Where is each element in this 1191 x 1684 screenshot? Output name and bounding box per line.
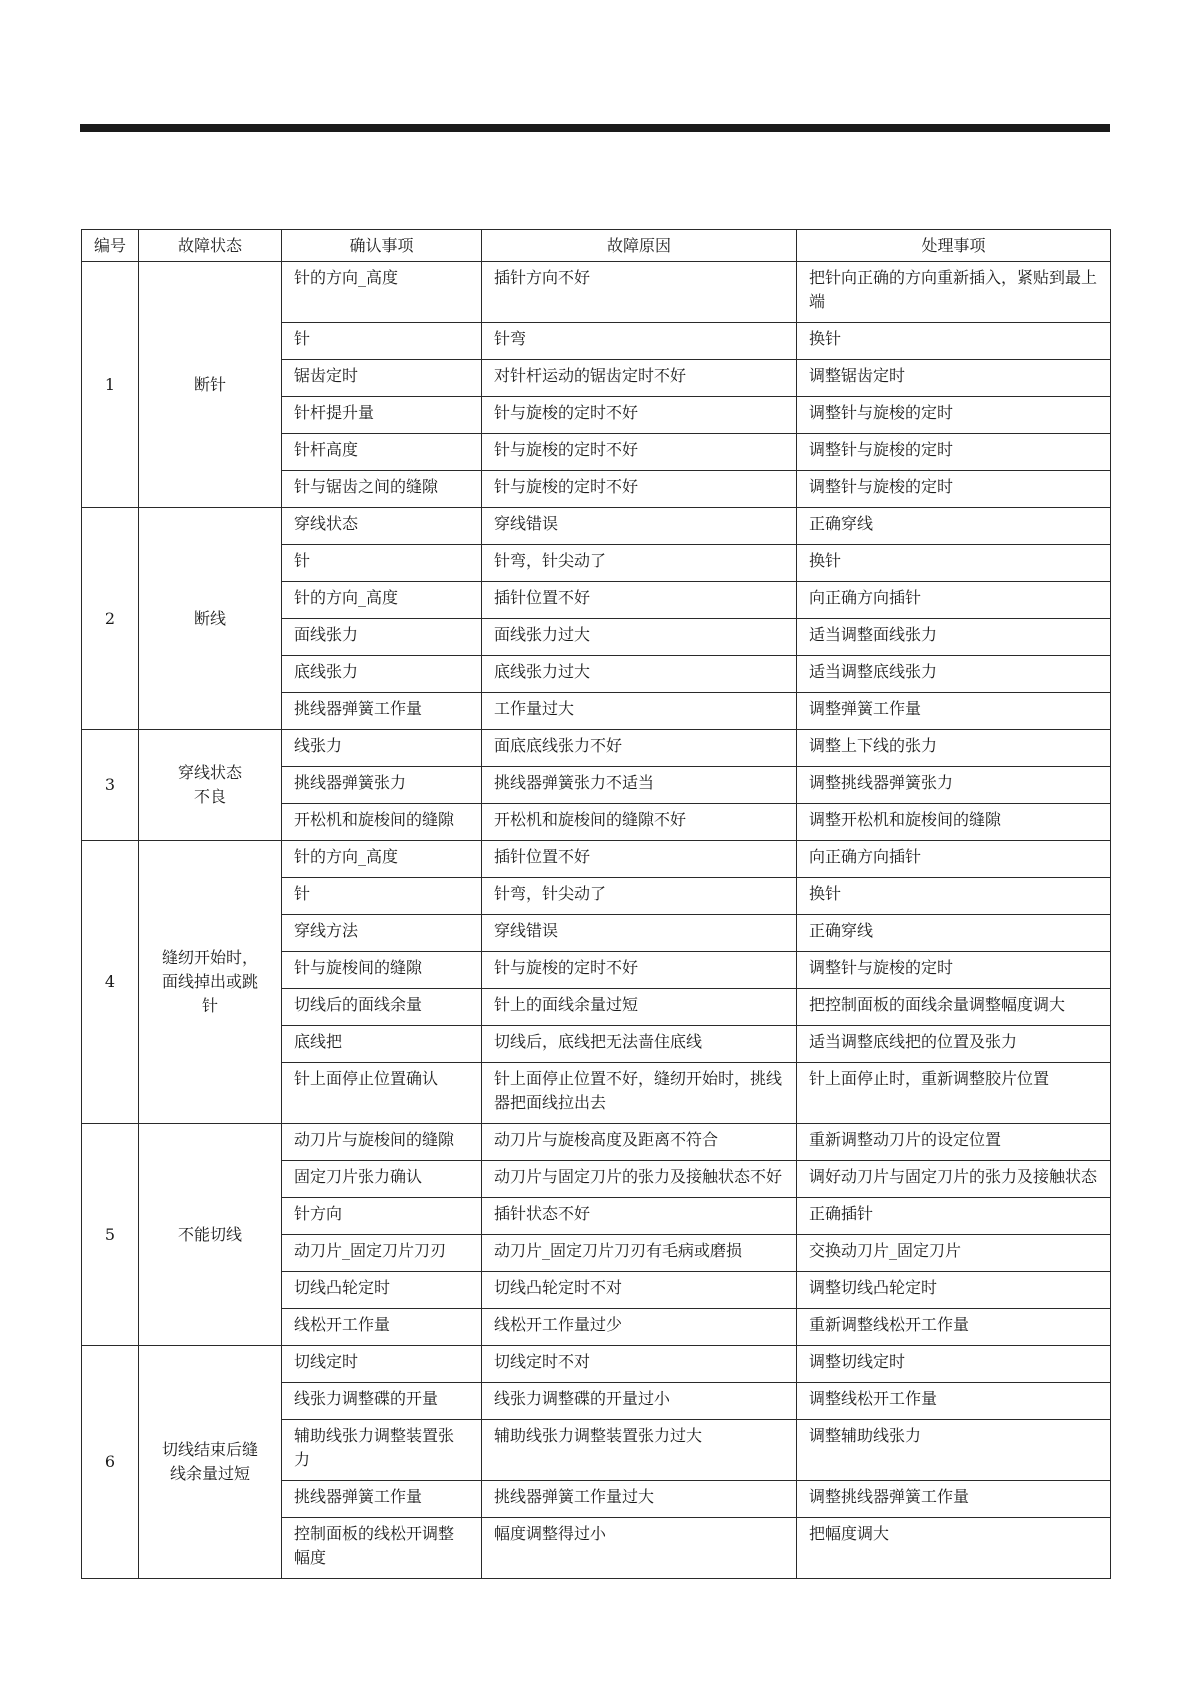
fault-cause: 辅助线张力调整装置张力过大 xyxy=(482,1420,797,1481)
check-item: 穿线状态 xyxy=(282,508,482,545)
check-item: 切线定时 xyxy=(282,1346,482,1383)
action-item: 调整上下线的张力 xyxy=(797,730,1111,767)
check-item: 针方向 xyxy=(282,1198,482,1235)
check-item: 挑线器弹簧张力 xyxy=(282,767,482,804)
check-item: 辅助线张力调整装置张力 xyxy=(282,1420,482,1481)
action-item: 交换动刀片_固定刀片 xyxy=(797,1235,1111,1272)
fault-cause: 穿线错误 xyxy=(482,915,797,952)
check-item: 针的方向_高度 xyxy=(282,841,482,878)
table-row xyxy=(82,1124,1111,1161)
action-item: 向正确方向插针 xyxy=(797,582,1111,619)
action-item: 调整针与旋梭的定时 xyxy=(797,952,1111,989)
fault-state: 断线 xyxy=(193,608,226,628)
fault-cause: 线张力调整碟的开量过小 xyxy=(482,1383,797,1420)
fault-cause: 挑线器弹簧工作量过大 xyxy=(482,1481,797,1518)
action-item: 正确穿线 xyxy=(797,508,1111,545)
fault-cause: 穿线错误 xyxy=(482,508,797,545)
check-item: 穿线方法 xyxy=(282,915,482,952)
fault-cause: 开松机和旋梭间的缝隙不好 xyxy=(482,804,797,841)
header-fault: 故障状态 xyxy=(139,230,282,262)
check-item: 针 xyxy=(282,545,482,582)
check-item: 面线张力 xyxy=(282,619,482,656)
action-item: 调整锯齿定时 xyxy=(797,360,1111,397)
check-item: 固定刀片张力确认 xyxy=(282,1161,482,1198)
action-item: 向正确方向插针 xyxy=(797,841,1111,878)
header-action: 处理事项 xyxy=(797,230,1111,262)
fault-number: 2 xyxy=(82,508,139,730)
fault-cause: 针弯，针尖动了 xyxy=(482,545,797,582)
header-cause: 故障原因 xyxy=(482,230,797,262)
action-item: 调整线松开工作量 xyxy=(797,1383,1111,1420)
action-item: 换针 xyxy=(797,545,1111,582)
action-item: 针上面停止时，重新调整胶片位置 xyxy=(797,1063,1111,1124)
check-item: 锯齿定时 xyxy=(282,360,482,397)
action-item: 换针 xyxy=(797,323,1111,360)
check-item: 切线后的面线余量 xyxy=(282,989,482,1026)
fault-number: 1 xyxy=(82,262,139,508)
action-item: 调整弹簧工作量 xyxy=(797,693,1111,730)
action-item: 调整挑线器弹簧工作量 xyxy=(797,1481,1111,1518)
fault-cause: 工作量过大 xyxy=(482,693,797,730)
fault-cause: 底线张力过大 xyxy=(482,656,797,693)
fault-cause: 插针位置不好 xyxy=(482,841,797,878)
troubleshooting-table xyxy=(81,229,1111,1579)
fault-cause: 面线张力过大 xyxy=(482,619,797,656)
fault-cause: 插针方向不好 xyxy=(482,262,797,323)
fault-cause: 面底底线张力不好 xyxy=(482,730,797,767)
check-item: 针的方向_高度 xyxy=(282,582,482,619)
fault-cause: 针与旋梭的定时不好 xyxy=(482,397,797,434)
fault-cause: 挑线器弹簧张力不适当 xyxy=(482,767,797,804)
fault-cause: 线松开工作量过少 xyxy=(482,1309,797,1346)
check-item: 针杆提升量 xyxy=(282,397,482,434)
fault-state-cell xyxy=(139,262,282,508)
fault-cause: 动刀片_固定刀片刀刃有毛病或磨损 xyxy=(482,1235,797,1272)
fault-cause: 插针状态不好 xyxy=(482,1198,797,1235)
action-item: 正确穿线 xyxy=(797,915,1111,952)
check-item: 挑线器弹簧工作量 xyxy=(282,1481,482,1518)
action-item: 换针 xyxy=(797,878,1111,915)
fault-number: 5 xyxy=(82,1124,139,1346)
check-item: 针的方向_高度 xyxy=(282,262,482,323)
fault-state-cell xyxy=(139,1124,282,1346)
action-item: 适当调整底线把的位置及张力 xyxy=(797,1026,1111,1063)
check-item: 针与锯齿之间的缝隙 xyxy=(282,471,482,508)
check-item: 挑线器弹簧工作量 xyxy=(282,693,482,730)
check-item: 针 xyxy=(282,323,482,360)
table-row xyxy=(82,1346,1111,1383)
fault-cause: 针与旋梭的定时不好 xyxy=(482,952,797,989)
header-no: 编号 xyxy=(82,230,139,262)
table-row xyxy=(82,262,1111,323)
header-row xyxy=(82,230,1111,262)
action-item: 把幅度调大 xyxy=(797,1518,1111,1579)
action-item: 调整针与旋梭的定时 xyxy=(797,434,1111,471)
fault-state-cell xyxy=(139,1346,282,1579)
check-item: 线张力 xyxy=(282,730,482,767)
table-row xyxy=(82,508,1111,545)
action-item: 正确插针 xyxy=(797,1198,1111,1235)
fault-state-cell xyxy=(139,730,282,841)
action-item: 调整挑线器弹簧张力 xyxy=(797,767,1111,804)
fault-cause: 针与旋梭的定时不好 xyxy=(482,471,797,508)
check-item: 切线凸轮定时 xyxy=(282,1272,482,1309)
fault-cause: 切线凸轮定时不对 xyxy=(482,1272,797,1309)
check-item: 底线把 xyxy=(282,1026,482,1063)
action-item: 调好动刀片与固定刀片的张力及接触状态 xyxy=(797,1161,1111,1198)
fault-cause: 动刀片与旋梭高度及距离不符合 xyxy=(482,1124,797,1161)
fault-cause: 针弯 xyxy=(482,323,797,360)
check-item: 针 xyxy=(282,878,482,915)
check-item: 底线张力 xyxy=(282,656,482,693)
action-item: 重新调整线松开工作量 xyxy=(797,1309,1111,1346)
action-item: 调整辅助线张力 xyxy=(797,1420,1111,1481)
fault-number: 6 xyxy=(82,1346,139,1579)
fault-number: 3 xyxy=(82,730,139,841)
table-row xyxy=(82,841,1111,878)
fault-cause: 切线定时不对 xyxy=(482,1346,797,1383)
fault-cause: 对针杆运动的锯齿定时不好 xyxy=(482,360,797,397)
action-item: 适当调整底线张力 xyxy=(797,656,1111,693)
top-rule xyxy=(80,124,1110,132)
action-item: 适当调整面线张力 xyxy=(797,619,1111,656)
fault-cause: 插针位置不好 xyxy=(482,582,797,619)
fault-state-cell xyxy=(139,508,282,730)
fault-number: 4 xyxy=(82,841,139,1124)
fault-cause: 针上的面线余量过短 xyxy=(482,989,797,1026)
check-item: 线张力调整碟的开量 xyxy=(282,1383,482,1420)
fault-state: 切线结束后缝 线余量过短 xyxy=(161,1440,258,1483)
check-item: 控制面板的线松开调整幅度 xyxy=(282,1518,482,1579)
fault-cause: 针上面停止位置不好，缝纫开始时，挑线器把面线拉出去 xyxy=(482,1063,797,1124)
fault-state: 断针 xyxy=(193,374,226,394)
fault-state: 缝纫开始时， 面线掉出或跳 针 xyxy=(161,948,258,1015)
action-item: 调整切线凸轮定时 xyxy=(797,1272,1111,1309)
action-item: 把控制面板的面线余量调整幅度调大 xyxy=(797,989,1111,1026)
fault-state: 不能切线 xyxy=(177,1224,242,1244)
check-item: 线松开工作量 xyxy=(282,1309,482,1346)
check-item: 针上面停止位置确认 xyxy=(282,1063,482,1124)
action-item: 调整针与旋梭的定时 xyxy=(797,471,1111,508)
check-item: 动刀片与旋梭间的缝隙 xyxy=(282,1124,482,1161)
action-item: 把针向正确的方向重新插入，紧贴到最上端 xyxy=(797,262,1111,323)
check-item: 针与旋梭间的缝隙 xyxy=(282,952,482,989)
action-item: 调整切线定时 xyxy=(797,1346,1111,1383)
fault-cause: 切线后，底线把无法啬住底线 xyxy=(482,1026,797,1063)
header-check: 确认事项 xyxy=(282,230,482,262)
check-item: 开松机和旋梭间的缝隙 xyxy=(282,804,482,841)
action-item: 调整针与旋梭的定时 xyxy=(797,397,1111,434)
table-body xyxy=(82,262,1111,1579)
check-item: 针杆高度 xyxy=(282,434,482,471)
fault-state-cell xyxy=(139,841,282,1124)
fault-state: 穿线状态 不良 xyxy=(177,763,242,806)
action-item: 调整开松机和旋梭间的缝隙 xyxy=(797,804,1111,841)
fault-cause: 针与旋梭的定时不好 xyxy=(482,434,797,471)
table-row xyxy=(82,730,1111,767)
fault-cause: 针弯，针尖动了 xyxy=(482,878,797,915)
fault-cause: 幅度调整得过小 xyxy=(482,1518,797,1579)
action-item: 重新调整动刀片的设定位置 xyxy=(797,1124,1111,1161)
check-item: 动刀片_固定刀片刀刃 xyxy=(282,1235,482,1272)
fault-cause: 动刀片与固定刀片的张力及接触状态不好 xyxy=(482,1161,797,1198)
